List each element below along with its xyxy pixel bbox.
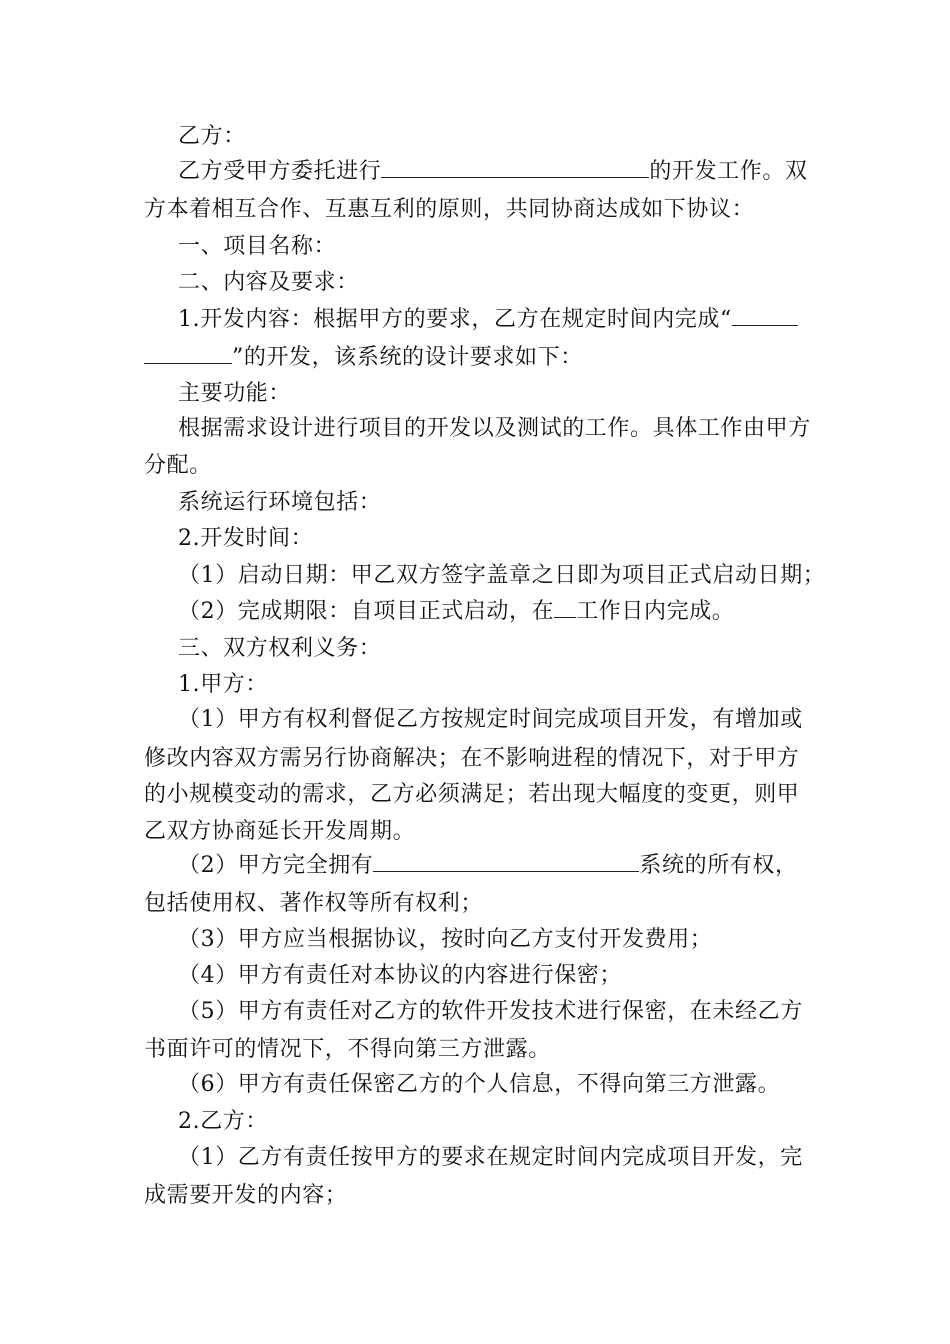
paragraph-a1-cont3 <box>144 817 415 847</box>
paragraph-a1-cont1 <box>144 744 799 774</box>
text-line: 乙方： <box>178 124 246 149</box>
heading-rights-obligations <box>178 634 381 664</box>
heading-party-b <box>178 1107 268 1137</box>
text-line: 乙方受甲方委托进行 <box>178 159 382 184</box>
text-line: 的开发工作。双 <box>649 159 808 184</box>
paragraph-a3 <box>178 925 712 955</box>
paragraph-dev-content <box>178 305 798 335</box>
text-line: 1.开发内容：根据甲方的要求，乙方在规定时间内完成“ <box>178 307 732 332</box>
blank-line-days <box>554 597 576 618</box>
paragraph-deadline <box>178 597 734 627</box>
paragraph-a5 <box>178 997 803 1027</box>
text-line: （1）甲方有权利督促乙方按规定时间完成项目开发，有增加或 <box>178 707 803 732</box>
text-line: （4）甲方有责任对本协议的内容进行保密； <box>178 963 622 988</box>
paragraph-a6 <box>178 1070 780 1100</box>
paragraph-intro <box>178 157 808 187</box>
paragraph-party-b-label <box>178 122 246 152</box>
paragraph-environment <box>178 488 381 518</box>
heading-party-a <box>178 670 268 700</box>
text-line: 书面许可的情况下，不得向第三方泄露。 <box>144 1037 551 1062</box>
blank-line-ownership <box>373 851 639 872</box>
heading-content-requirements <box>178 268 359 298</box>
text-line: 系统的所有权， <box>639 853 798 878</box>
paragraph-a4 <box>178 961 622 991</box>
paragraph-a5-cont <box>144 1035 551 1065</box>
text-line: （3）甲方应当根据协议，按时向乙方支付开发费用； <box>178 927 713 952</box>
paragraph-functions-cont <box>144 451 212 481</box>
text-line: 根据需求设计进行项目的开发以及测试的工作。具体工作由甲方 <box>178 416 811 441</box>
text-line: 2.开发时间： <box>178 526 314 551</box>
text-line: （1）乙方有责任按甲方的要求在规定时间内完成项目开发，完 <box>178 1145 803 1170</box>
heading-project-name <box>178 232 336 262</box>
heading-dev-time <box>178 524 313 554</box>
text-line: （6）甲方有责任保密乙方的个人信息，不得向第三方泄露。 <box>178 1072 781 1097</box>
paragraph-b1 <box>178 1143 803 1173</box>
text-line: 成需要开发的内容； <box>144 1183 348 1208</box>
text-line: （2）完成期限：自项目正式启动，在 <box>178 599 555 624</box>
blank-line-project <box>381 157 649 178</box>
text-line: 乙双方协商延长开发周期。 <box>144 819 416 844</box>
paragraph-dev-content-cont <box>144 343 583 373</box>
text-line: （2）甲方完全拥有 <box>178 853 374 878</box>
text-line: 2.乙方： <box>178 1109 268 1134</box>
text-line: 1.甲方： <box>178 672 268 697</box>
text-line: 修改内容双方需另行协商解决；在不影响进程的情况下，对于甲方 <box>144 746 800 771</box>
text-line: 的小规模变动的需求，乙方必须满足；若出现大幅度的变更，则甲 <box>144 782 800 807</box>
text-line: （5）甲方有责任对乙方的软件开发技术进行保密，在未经乙方 <box>178 999 803 1024</box>
paragraph-a2-cont <box>144 889 483 919</box>
text-line: 二、内容及要求： <box>178 270 359 295</box>
text-line: （1）启动日期：甲乙双方签字盖章之日即为项目正式启动日期； <box>178 563 826 588</box>
text-line: 一、项目名称： <box>178 234 337 259</box>
blank-line-system-a <box>732 305 798 326</box>
text-line: ”的开发，该系统的设计要求如下： <box>232 345 583 370</box>
paragraph-a2 <box>178 851 798 881</box>
paragraph-intro-cont <box>144 195 754 225</box>
paragraph-a1-cont2 <box>144 780 799 810</box>
paragraph-a1 <box>178 705 803 735</box>
text-line: 三、双方权利义务： <box>178 636 382 661</box>
text-line: 分配。 <box>144 453 212 478</box>
text-line: 系统运行环境包括： <box>178 490 382 515</box>
blank-line-system-b <box>144 343 232 364</box>
text-line: 方本着相互合作、互惠互利的原则，共同协商达成如下协议： <box>144 197 755 222</box>
paragraph-start-date <box>178 561 825 591</box>
text-line: 包括使用权、著作权等所有权利； <box>144 891 484 916</box>
text-line: 工作日内完成。 <box>576 599 735 624</box>
text-line: 主要功能： <box>178 381 292 406</box>
paragraph-functions <box>178 414 811 444</box>
heading-main-functions <box>178 379 291 409</box>
paragraph-b1-cont <box>144 1181 347 1211</box>
